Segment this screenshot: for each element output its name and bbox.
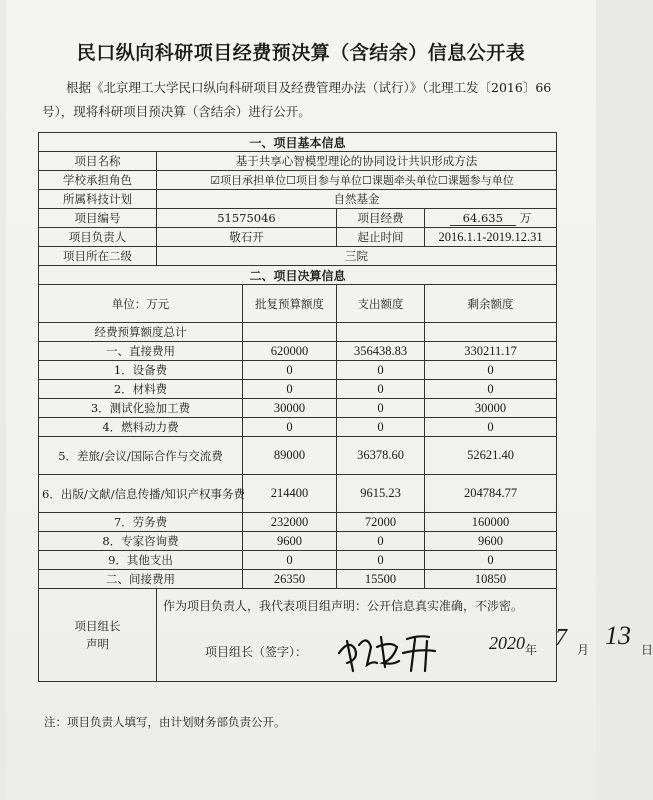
declaration-side-label [39,589,157,682]
project-name-label: 项目名称 [39,152,157,171]
row-remaining: 0 [425,361,557,380]
leader-value: 敬石开 [157,228,337,247]
row-approved: 30000 [243,399,337,418]
row-remaining: 204784.77 [425,475,557,513]
row-remaining: 160000 [425,513,557,532]
row-remaining: 10850 [425,570,557,589]
document-page [6,0,653,800]
row-label: 7．劳务费 [39,513,243,532]
row-remaining: 30000 [425,399,557,418]
role-option-participant: ☐项目参与单位 [286,174,363,187]
plan-value: 自然基金 [157,190,557,209]
plan-label: 所属科技计划 [39,190,157,209]
code-label: 项目编号 [39,209,157,228]
footnote: 注：项目负责人填写，由计划财务部负责公开。 [44,715,286,729]
row-spent: 15500 [337,570,425,589]
row-approved: 9600 [243,532,337,551]
budget-label: 项目经费 [337,209,425,228]
row-spent: 0 [337,551,425,570]
total-remaining [425,323,557,342]
code-value: 51575046 [157,209,337,228]
row-approved: 214400 [243,475,337,513]
date-month: 7 [555,625,567,651]
dept-value: 三院 [157,247,557,266]
row-label: 二、间接费用 [39,570,243,589]
role-options [157,171,557,190]
row-label: 6．出版/文献/信息传播/知识产权事务费 [39,475,243,513]
declaration-side-text: 项目组长声明 [74,619,121,651]
row-remaining: 52621.40 [425,437,557,475]
col-approved-header: 批复预算额度 [243,285,337,323]
row-approved: 0 [243,361,337,380]
row-label: 一、直接费用 [39,342,243,361]
row-spent: 0 [337,380,425,399]
role-option-lead: ☑项目承担单位 [210,174,287,187]
role-label: 学校承担角色 [39,171,157,190]
date-year: 2020 [489,633,525,653]
row-label: 9．其他支出 [39,551,243,570]
total-approved [243,323,337,342]
row-spent: 0 [337,399,425,418]
period-label: 起止时间 [337,228,425,247]
total-label: 经费预算额度总计 [39,323,243,342]
row-approved: 26350 [243,570,337,589]
role-option-subject-lead: ☐课题牵头单位 [362,174,438,187]
row-label: 1．设备费 [39,361,243,380]
row-label: 2．材料费 [39,380,243,399]
col-spent-header: 支出额度 [337,285,425,323]
document-title: 民口纵向科研项目经费预决算（含结余）信息公开表 [76,42,526,64]
row-remaining: 330211.17 [425,342,557,361]
row-approved: 0 [243,551,337,570]
row-approved: 232000 [243,513,337,532]
row-label: 8．专家咨询费 [39,532,243,551]
row-label: 3．测试化验加工费 [39,399,243,418]
project-name: 基于共享心智模型理论的协同设计共识形成方法 [157,152,557,171]
row-remaining: 9600 [425,532,557,551]
date-year-char: 年 [525,643,538,657]
row-remaining: 0 [425,418,557,437]
row-spent: 356438.83 [337,342,425,361]
col-remaining-header: 剩余额度 [425,285,557,323]
budget-unit: 万 [519,211,532,225]
date-month-char: 月 [577,643,590,657]
period-value: 2016.1.1-2019.12.31 [425,228,557,247]
intro-paragraph: 根据《北京理工大学民口纵向科研项目及经费管理办法（试行）》（北理工发〔2016〕66号），现将科研项目预决算（含结余）进行公开。 [42,80,552,119]
row-approved: 620000 [243,342,337,361]
row-approved: 0 [243,418,337,437]
row-label: 4．燃料动力费 [39,418,243,437]
row-approved: 0 [243,380,337,399]
dept-label: 项目所在二级 [39,247,157,266]
budget-value: 64.635 [450,211,516,226]
row-spent: 36378.60 [337,437,425,475]
row-remaining: 0 [425,551,557,570]
row-spent: 72000 [337,513,425,532]
declaration-cell [157,589,653,682]
date-day: 13 [605,621,631,650]
date-day-char: 日 [641,643,653,657]
disclosure-table [38,132,653,682]
unit-label: 单位：万元 [39,285,243,323]
row-approved: 89000 [243,437,337,475]
section2-heading: 二、项目决算信息 [39,266,557,285]
row-spent: 0 [337,532,425,551]
total-spent [337,323,425,342]
row-label: 5．差旅/会议/国际合作与交流费 [39,437,243,475]
section1-heading: 一、项目基本信息 [39,133,557,152]
row-remaining: 0 [425,380,557,399]
row-spent: 0 [337,418,425,437]
handwritten-signature [333,623,449,675]
leader-label: 项目负责人 [39,228,157,247]
budget-cell [425,209,557,228]
role-option-subject-participant: ☐课题参与单位 [437,174,514,187]
signature-label: 项目组长（签字）： [205,645,308,659]
row-spent: 9615.23 [337,475,425,513]
declaration-statement: 作为项目负责人，我代表项目组声明：公开信息真实准确，不涉密。 [163,599,524,613]
row-spent: 0 [337,361,425,380]
